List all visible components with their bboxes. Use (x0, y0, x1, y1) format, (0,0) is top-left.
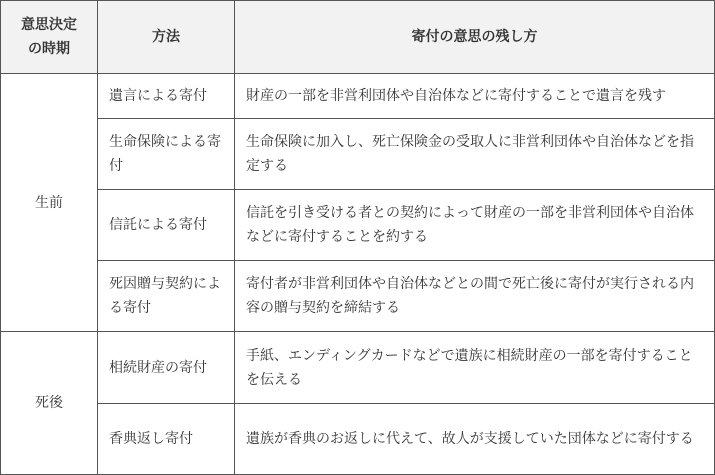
table-row (1, 190, 715, 261)
description-cell: 生命保険に加入し、死亡保険金の受取人に非営利団体や自治体などを指定する (235, 119, 715, 190)
header-description: 寄付の意思の残し方 (235, 1, 715, 74)
description-cell: 信託を引き受ける者との契約によって財産の一部を非営利団体や自治体などに寄付することを約する (235, 190, 715, 261)
time-cell-after-death: 死後 (1, 332, 98, 475)
time-cell-before-death: 生前 (1, 74, 98, 332)
table-row (1, 119, 715, 190)
method-cell: 信託による寄付 (98, 190, 235, 261)
method-cell: 生命保険による寄付 (98, 119, 235, 190)
method-cell: 死因贈与契約による寄付 (98, 261, 235, 332)
table-row (1, 74, 715, 119)
table-header-row (1, 1, 715, 74)
method-cell: 相続財産の寄付 (98, 332, 235, 404)
header-method: 方法 (98, 1, 235, 74)
description-cell: 手紙、エンディングカードなどで遺族に相続財産の一部を寄付することを伝える (235, 332, 715, 404)
description-cell: 財産の一部を非営利団体や自治体などに寄付することで遺言を残す (235, 74, 715, 119)
description-cell: 寄付者が非営利団体や自治体などとの間で死亡後に寄付が実行される内容の贈与契約を締結する (235, 261, 715, 332)
header-decision-time-line1: 意思決定 (21, 17, 77, 33)
header-decision-time (1, 1, 98, 74)
method-cell: 遺言による寄付 (98, 74, 235, 119)
table-row (1, 261, 715, 332)
method-cell: 香典返し寄付 (98, 404, 235, 475)
table-row (1, 332, 715, 404)
table-row (1, 404, 715, 475)
description-cell: 遺族が香典のお返しに代えて、故人が支援していた団体などに寄付する (235, 404, 715, 475)
header-decision-time-line2: の時期 (28, 41, 70, 57)
